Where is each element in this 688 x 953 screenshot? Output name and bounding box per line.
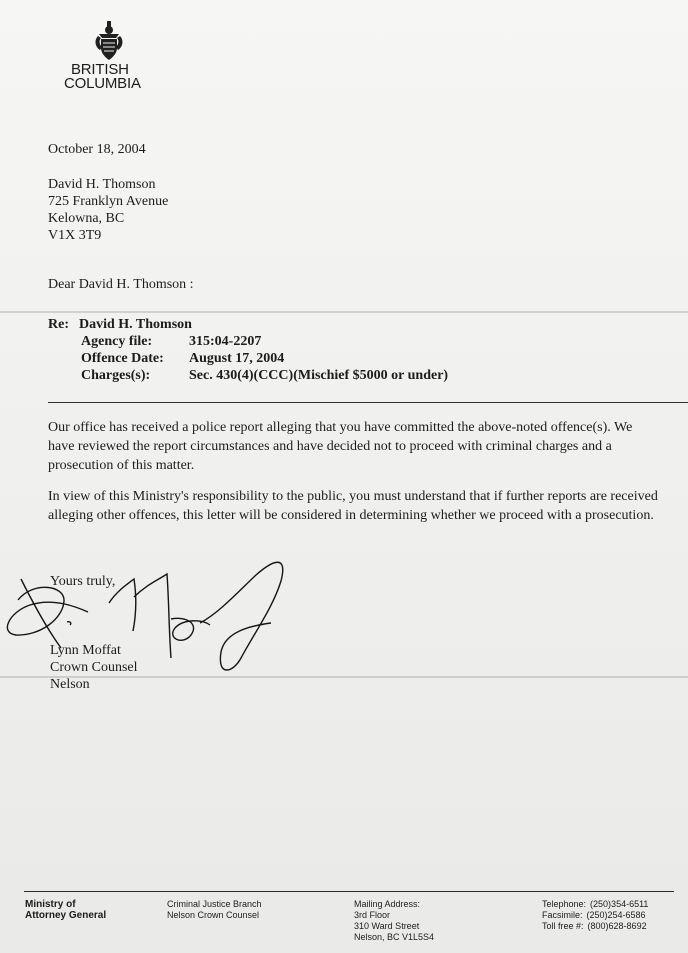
footer-ministry-line-2: Attorney General — [25, 910, 107, 921]
agency-file-row — [81, 333, 668, 350]
reference-label: Re: — [48, 317, 69, 332]
charges-row — [81, 367, 668, 384]
signer-title: Crown Counsel — [50, 660, 138, 675]
footer-mailing-line-2: 310 Ward Street — [354, 921, 420, 931]
logo-text-line-1: BRITISH — [71, 61, 129, 78]
logo-text-line-2: COLUMBIA — [64, 75, 141, 92]
paper-fold-top — [0, 311, 688, 313]
footer-mailing-label: Mailing Address: — [354, 899, 421, 909]
footer-facsimile-row — [542, 910, 674, 921]
signature-icon — [5, 547, 290, 687]
closing: Yours truly, — [50, 574, 116, 589]
footer-mailing-line-1: 3rd Floor — [354, 910, 391, 920]
offence-date-row — [81, 350, 668, 367]
crest-icon — [92, 20, 126, 62]
footer-mailing-line-3: Nelson, BC V1L5S4 — [354, 932, 435, 942]
footer-telephone-label: Telephone: — [542, 899, 587, 909]
reference-subject: David H. Thomson — [79, 317, 192, 332]
reference-divider — [48, 402, 688, 403]
signer-block — [50, 642, 138, 693]
british-columbia-logo — [32, 10, 141, 92]
footer-telephone-value: (250)354-6511 — [590, 899, 649, 909]
letter-footer — [24, 891, 674, 948]
recipient-name: David H. Thomson — [48, 177, 156, 192]
letter-date: October 18, 2004 — [48, 142, 146, 157]
offence-date-label: Offence Date: — [81, 351, 164, 366]
footer-branch-line-2: Nelson Crown Counsel — [167, 910, 260, 920]
footer-facsimile-label: Facsimile: — [542, 910, 583, 920]
recipient-city: Kelowna, BC — [48, 211, 125, 226]
recipient-street: 725 Franklyn Avenue — [48, 194, 169, 209]
agency-file-label: Agency file: — [81, 334, 153, 349]
body-paragraph-2: In view of this Ministry's responsibility to the public, you must understand that if further reports are received alleging other offences, this letter will be considered in determining whether we proceed with a prosecution. — [48, 489, 658, 523]
signer-name: Lynn Moffat — [50, 643, 121, 658]
footer-branch-line-1: Criminal Justice Branch — [167, 899, 262, 909]
reference-subject-row — [48, 316, 668, 333]
footer-telephone-row — [542, 899, 674, 910]
charges-value: Sec. 430(4)(CCC)(Mischief $5000 or under) — [189, 368, 449, 383]
footer-contact-details — [542, 899, 674, 932]
footer-mailing-address — [354, 899, 434, 943]
logo-text — [64, 63, 160, 91]
offence-date-value: August 17, 2004 — [189, 351, 285, 366]
footer-toll-free-value: (800)628-8692 — [587, 921, 647, 931]
recipient-address — [48, 176, 168, 244]
reference-block — [48, 316, 668, 384]
footer-ministry-line-1: Ministry of — [25, 899, 76, 910]
charges-label: Charges(s): — [81, 368, 151, 383]
footer-toll-free-label: Toll free #: — [542, 921, 584, 931]
footer-branch — [167, 899, 262, 921]
footer-toll-free-row — [542, 921, 674, 932]
body-paragraph-1: Our office has received a police report alleging that you have committed the above-noted offence(s). We have reviewed the report circumstances and have decided not to proceed with criminal charges and a prosecution of this matter. — [48, 420, 633, 473]
signer-location: Nelson — [50, 677, 90, 692]
footer-ministry — [25, 899, 106, 921]
footer-facsimile-value: (250)254-6586 — [586, 910, 646, 920]
agency-file-value: 315:04-2207 — [189, 334, 262, 349]
salutation: Dear David H. Thomson : — [48, 277, 194, 292]
recipient-postal-code: V1X 3T9 — [48, 228, 102, 243]
